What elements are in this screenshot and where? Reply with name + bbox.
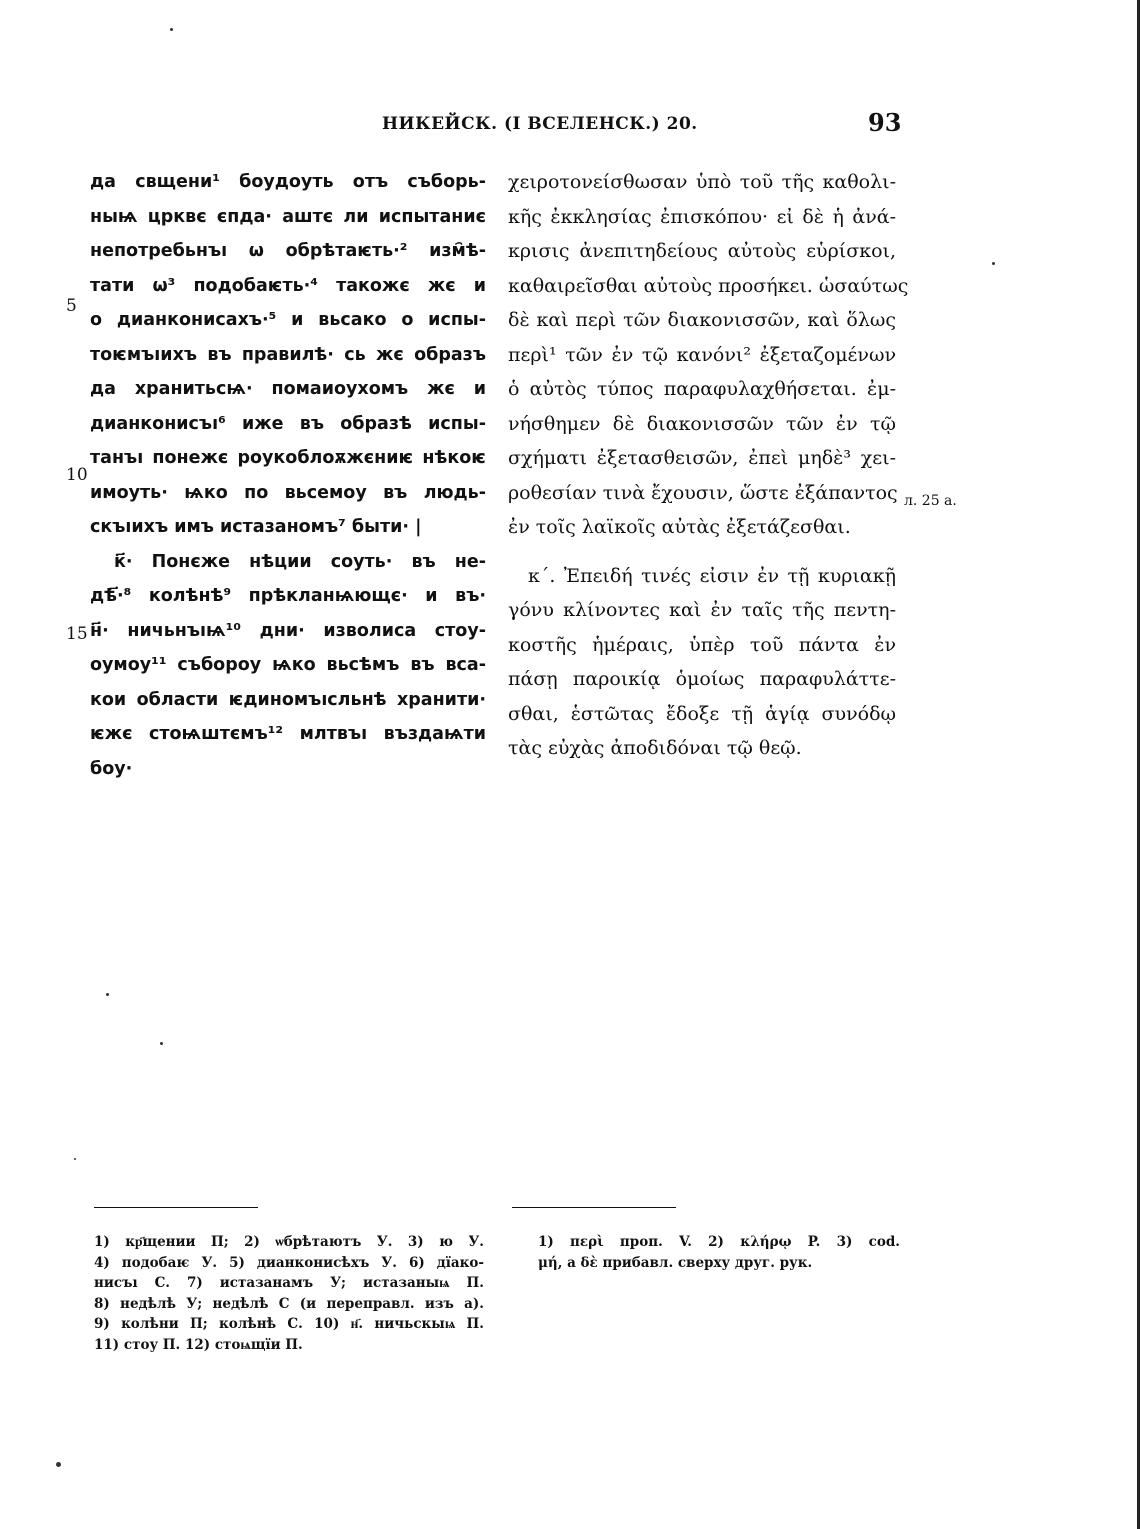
- greek-line: νήσθημεν δὲ διακονισσῶν τῶν ἐν τῷ: [508, 412, 896, 435]
- slavonic-line: н҃· ничьнъıѩ¹⁰ дни· изволиса стоу-: [90, 620, 486, 641]
- slavonic-column: [90, 165, 486, 786]
- page-number: 93: [868, 108, 902, 137]
- footnote-line: 1) περὶ проп. V. 2) κλήρῳ P. 3) cod.: [538, 1234, 900, 1250]
- footnote-line: 11) стоу П. 12) стоѩщїи П.: [94, 1336, 303, 1353]
- footnote-rule-right: [512, 1207, 676, 1208]
- slavonic-line: тоѥмъıихъ въ правилѣ· сь жє образъ: [90, 344, 486, 365]
- greek-line: κρισις ἀνεπιτηδείους αὐτοὺς εὑρίσκοι,: [508, 240, 896, 262]
- slavonic-line: тати ѡ³ подобаѥть·⁴ такожє жє и: [90, 275, 486, 296]
- slavonic-line: танъı понежє роукоблоѫжєниѥ нѣкоѥ: [90, 448, 486, 468]
- running-head: НИКЕЙСК. (I ВСЕЛЕНСК.) 20.: [382, 114, 698, 134]
- greek-line: σχήματι ἐξετασθεισῶν, ἐπεὶ μηδὲ³ χει-: [508, 447, 896, 469]
- scan-speck: [74, 1158, 76, 1160]
- greek-line: σθαι, ἑστῶτας ἔδοξε τῇ ἁγίᾳ συνόδῳ: [508, 702, 896, 725]
- footnote-line: нисъı С. 7) истазанамъ У; истазаныѩ П.: [94, 1275, 484, 1291]
- folio-mark: л. 25 а.: [904, 493, 957, 509]
- footnote-line: 4) подобаѥ У. 5) дианконисѣхъ У. 6) дїако-: [94, 1254, 484, 1271]
- greek-line: ροθεσίαν τινὰ ἔχουσιν, ὥστε ἐξάπαντος: [508, 481, 898, 504]
- footnotes-left: [94, 1232, 484, 1355]
- slavonic-line: кои области ѥдиномъıсльнѣ хранити·: [90, 689, 486, 710]
- footnote-line: 8) недѣлѣ У; недѣлѣ С (и переправл. изъ а).: [94, 1295, 484, 1312]
- greek-column: [508, 165, 909, 766]
- slavonic-line: о дианконисахъ·⁵ и вьсако о испы-: [90, 310, 486, 330]
- greek-line: τὰς εὐχὰς ἀποδιδόναι τῷ θεῷ.: [508, 737, 802, 759]
- greek-line: κῆς ἐκκλησίας ἐπισκόπου· εἰ δὲ ἡ ἀνά-: [508, 205, 896, 228]
- greek-line: περὶ¹ τῶν ἐν τῷ κανόνι² ἐξεταζομένων: [508, 343, 896, 366]
- slavonic-line: дѣ҃·⁸ колѣнѣ⁹ прѣкланѩющє· и въ·: [90, 586, 486, 606]
- scan-speck: [56, 1462, 61, 1467]
- slavonic-line: дианконисъı⁶ иже въ образѣ испы-: [90, 413, 486, 434]
- greek-line: ὁ αὐτὸς τύπος παραφυλαχθήσεται. ἐμ-: [508, 378, 896, 400]
- footnotes-right: [538, 1232, 900, 1273]
- scan-speck: [160, 1042, 163, 1045]
- footnote-line: μή, а δὲ прибавл. сверху друг. рук.: [538, 1254, 813, 1271]
- slavonic-line: бoу·: [90, 758, 133, 779]
- footnote-line: 1) кр҃щении П; 2) ѡбрѣтаютъ У. 3) ю У.: [94, 1234, 484, 1250]
- greek-line: γόνυ κλίνοντες καὶ ἐν ταῖς τῆς πεντη-: [508, 599, 896, 621]
- slavonic-line: да хранитьсѩ· помаиоухомъ жє и: [90, 379, 486, 399]
- greek-line: ἐν τοῖς λαϊκοῖς αὐτὰς ἐξετάζεσθαι.: [508, 516, 851, 538]
- slavonic-line: ныѩ црквє єпда· аштє ли испытаниє: [90, 206, 486, 227]
- line-number-5: 5: [66, 296, 77, 316]
- line-number-15: 15: [66, 624, 88, 644]
- slavonic-line: оумоу¹¹ съборoу ѩко вьсѣмъ въ вса-: [90, 655, 486, 675]
- scan-speck: [992, 262, 995, 265]
- slavonic-line: ѥжє стоѩштємъ¹² млтвъı въздаѩти: [90, 724, 486, 744]
- slavonic-line: непотребьнъı ѡ обрѣтаѥть·² изм҄ѣ-: [90, 241, 486, 261]
- greek-line: πάσῃ παροικίᾳ ὁμοίως παραφυλάττε-: [508, 668, 896, 690]
- footnote-rule-left: [94, 1207, 258, 1208]
- greek-line: δὲ καὶ περὶ τῶν διακονισσῶν, καὶ ὅλως: [508, 309, 896, 331]
- slavonic-line: имоуть· ѩко по вьсемоу въ людь-: [90, 482, 486, 503]
- slavonic-line: к҃· Понєже нѣции соуть· въ не-: [114, 551, 486, 572]
- slavonic-line: скъıихъ имъ истазаномъ⁷ быти· |: [90, 517, 422, 537]
- slavonic-line: да свщени¹ боудоуть отъ съборь-: [90, 172, 486, 192]
- greek-line: κοστῆς ἡμέραις, ὑπὲρ τοῦ πάντα ἐν: [508, 633, 896, 656]
- scan-speck: [106, 993, 109, 996]
- scan-speck: [170, 28, 173, 31]
- greek-line: καθαιρεῖσθαι αὐτοὺς προσήκει. ὡσαύτως: [508, 274, 909, 297]
- footnote-line: 9) колѣни П; колѣнѣ С. 10) н҃. ничьскыѩ П.: [94, 1316, 484, 1332]
- greek-line: κ΄. Ἐπειδή τινές εἰσιν ἐν τῇ κυριακῇ: [528, 564, 896, 587]
- greek-line: χειροτονείσθωσαν ὑπὸ τοῦ τῆς καθολι-: [508, 171, 896, 193]
- line-number-10: 10: [66, 465, 88, 485]
